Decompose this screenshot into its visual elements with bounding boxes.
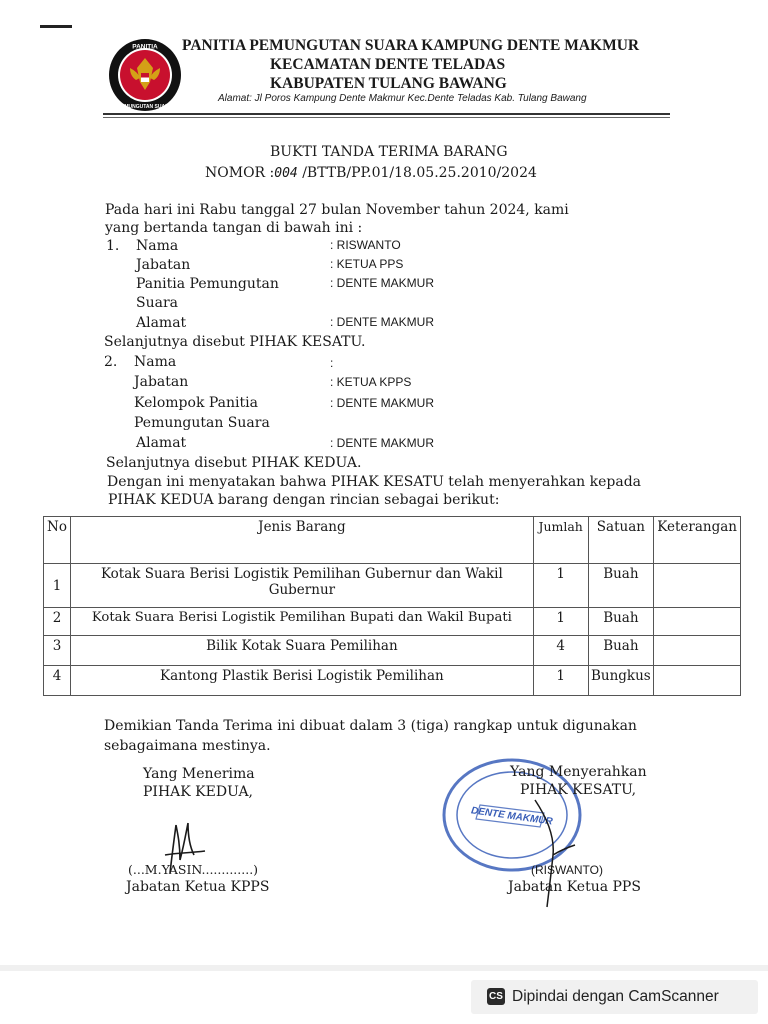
header-no: No xyxy=(44,517,71,564)
party1-label-position: Jabatan xyxy=(136,257,191,273)
row-item: Bilik Kotak Suara Pemilihan xyxy=(70,636,533,666)
party2-value-address-text: DENTE MAKMUR xyxy=(336,436,435,450)
statement-line-2: PIHAK KEDUA barang dengan rincian sebagai berikut: xyxy=(108,492,500,508)
row-note xyxy=(654,636,741,666)
sign-right-name: (RISWANTO) xyxy=(531,863,603,877)
sign-right-title-2: PIHAK KESATU, xyxy=(520,782,637,798)
header-item: Jenis Barang xyxy=(70,517,533,564)
doc-number xyxy=(205,165,537,181)
party1-value-position: : KETUA PPS xyxy=(330,257,404,271)
party1-closing: Selanjutnya disebut PIHAK KESATU. xyxy=(104,334,366,350)
row-no: 3 xyxy=(44,636,71,666)
party1-value-name-text: RISWANTO xyxy=(336,238,401,252)
party1-value-address-text: DENTE MAKMUR xyxy=(336,315,435,329)
header-note: Keterangan xyxy=(654,517,741,564)
row-unit: Buah xyxy=(588,564,654,608)
sign-right-title-1: Yang Menyerahkan xyxy=(510,764,647,780)
party2-value-address: : DENTE MAKMUR xyxy=(330,436,435,450)
party2-number: 2. xyxy=(104,354,118,370)
items-table xyxy=(43,516,741,696)
party2-label-name: Nama xyxy=(134,354,177,370)
header-rule xyxy=(103,113,670,115)
kpu-logo xyxy=(108,38,182,112)
table-row xyxy=(44,608,741,636)
party2-label-group: Kelompok Panitia xyxy=(134,395,258,411)
doc-number-rest: /BTTB/PP.01/18.05.25.2010/2024 xyxy=(302,165,537,181)
header-qty: Jumlah xyxy=(533,517,588,564)
doc-number-handwritten: 004 xyxy=(274,166,298,181)
row-qty: 1 xyxy=(533,564,588,608)
scan-artifact-line xyxy=(40,25,72,28)
row-unit: Bungkus xyxy=(588,666,654,696)
party1-number: 1. xyxy=(106,238,120,254)
header-rule-thin xyxy=(103,117,670,118)
sign-left-title-2: PIHAK KEDUA, xyxy=(143,784,254,800)
closing-line-1: Demikian Tanda Terima ini dibuat dalam 3 (tiga) rangkap untuk digunakan xyxy=(104,718,637,734)
party2-closing: Selanjutnya disebut PIHAK KEDUA. xyxy=(106,455,362,471)
row-qty: 4 xyxy=(533,636,588,666)
row-note xyxy=(654,608,741,636)
intro-line-2: yang bertanda tangan di bawah ini : xyxy=(105,220,363,236)
party1-value-address: : DENTE MAKMUR xyxy=(330,315,435,329)
table-header-row xyxy=(44,517,741,564)
party1-label-committee-cont: Suara xyxy=(136,295,178,311)
party2-value-group: : DENTE MAKMUR xyxy=(330,396,435,410)
party2-value-group-text: DENTE MAKMUR xyxy=(336,396,435,410)
closing-line-2: sebagaimana mestinya. xyxy=(104,738,271,754)
row-note xyxy=(654,666,741,696)
sign-right-role: Jabatan Ketua PPS xyxy=(508,879,641,895)
logo-text-bottom: PEMUNGUTAN SUARA xyxy=(117,104,173,110)
row-item: Kotak Suara Berisi Logistik Pemilihan Bupati dan Wakil Bupati xyxy=(70,608,533,636)
stamp-text: DENTE MAKMUR xyxy=(470,805,554,828)
party2-label-address: Alamat xyxy=(136,435,187,451)
logo-text-top: PANITIA xyxy=(132,43,158,51)
row-qty: 1 xyxy=(533,608,588,636)
intro-line-1: Pada hari ini Rabu tanggal 27 bulan November tahun 2024, kami xyxy=(105,202,569,218)
party1-value-name: : RISWANTO xyxy=(330,238,401,252)
party1-label-committee: Panitia Pemungutan xyxy=(136,276,279,292)
row-note xyxy=(654,564,741,608)
statement-line-1: Dengan ini menyatakan bahwa PIHAK KESATU telah menyerahkan kepada xyxy=(107,474,642,490)
camscanner-text: Dipindai dengan CamScanner xyxy=(512,988,719,1005)
doc-number-label: NOMOR : xyxy=(205,165,275,181)
table-row xyxy=(44,636,741,666)
row-no: 1 xyxy=(44,564,71,608)
row-unit: Buah xyxy=(588,608,654,636)
sign-left-title-1: Yang Menerima xyxy=(143,766,255,782)
row-unit: Buah xyxy=(588,636,654,666)
party1-label-name: Nama xyxy=(136,238,179,254)
camscanner-icon: CS xyxy=(487,988,505,1005)
table-row xyxy=(44,666,741,696)
header-line-3: KABUPATEN TULANG BAWANG xyxy=(270,75,507,92)
table-row xyxy=(44,564,741,608)
party2-label-group-cont: Pemungutan Suara xyxy=(134,415,270,431)
header-line-1: PANITIA PEMUNGUTAN SUARA KAMPUNG DENTE MAKMUR xyxy=(182,37,640,54)
row-item: Kotak Suara Berisi Logistik Pemilihan Gubernur dan Wakil Gubernur xyxy=(70,564,533,608)
party1-value-committee: : DENTE MAKMUR xyxy=(330,276,435,290)
header-address: Alamat: Jl Poros Kampung Dente Makmur Kec.Dente Teladas Kab. Tulang Bawang xyxy=(218,93,587,104)
row-item: Kantong Plastik Berisi Logistik Pemilihan xyxy=(70,666,533,696)
row-qty: 1 xyxy=(533,666,588,696)
scan-bottom-edge xyxy=(0,965,768,971)
party1-value-committee-text: DENTE MAKMUR xyxy=(336,276,435,290)
sign-left-name: (...M.YASIN.............) xyxy=(128,862,259,877)
party1-value-position-text: KETUA PPS xyxy=(336,257,404,271)
header-unit: Satuan xyxy=(588,517,654,564)
row-no: 4 xyxy=(44,666,71,696)
header-line-2: KECAMATAN DENTE TELADAS xyxy=(270,56,506,73)
party2-value-position: : KETUA KPPS xyxy=(330,375,412,389)
party1-label-address: Alamat xyxy=(136,315,187,331)
sign-left-role: Jabatan Ketua KPPS xyxy=(126,879,270,895)
doc-title: BUKTI TANDA TERIMA BARANG xyxy=(270,144,508,160)
party2-value-name: : xyxy=(330,356,334,370)
row-no: 2 xyxy=(44,608,71,636)
party2-value-position-text: KETUA KPPS xyxy=(336,375,412,389)
party2-label-position: Jabatan xyxy=(134,374,189,390)
